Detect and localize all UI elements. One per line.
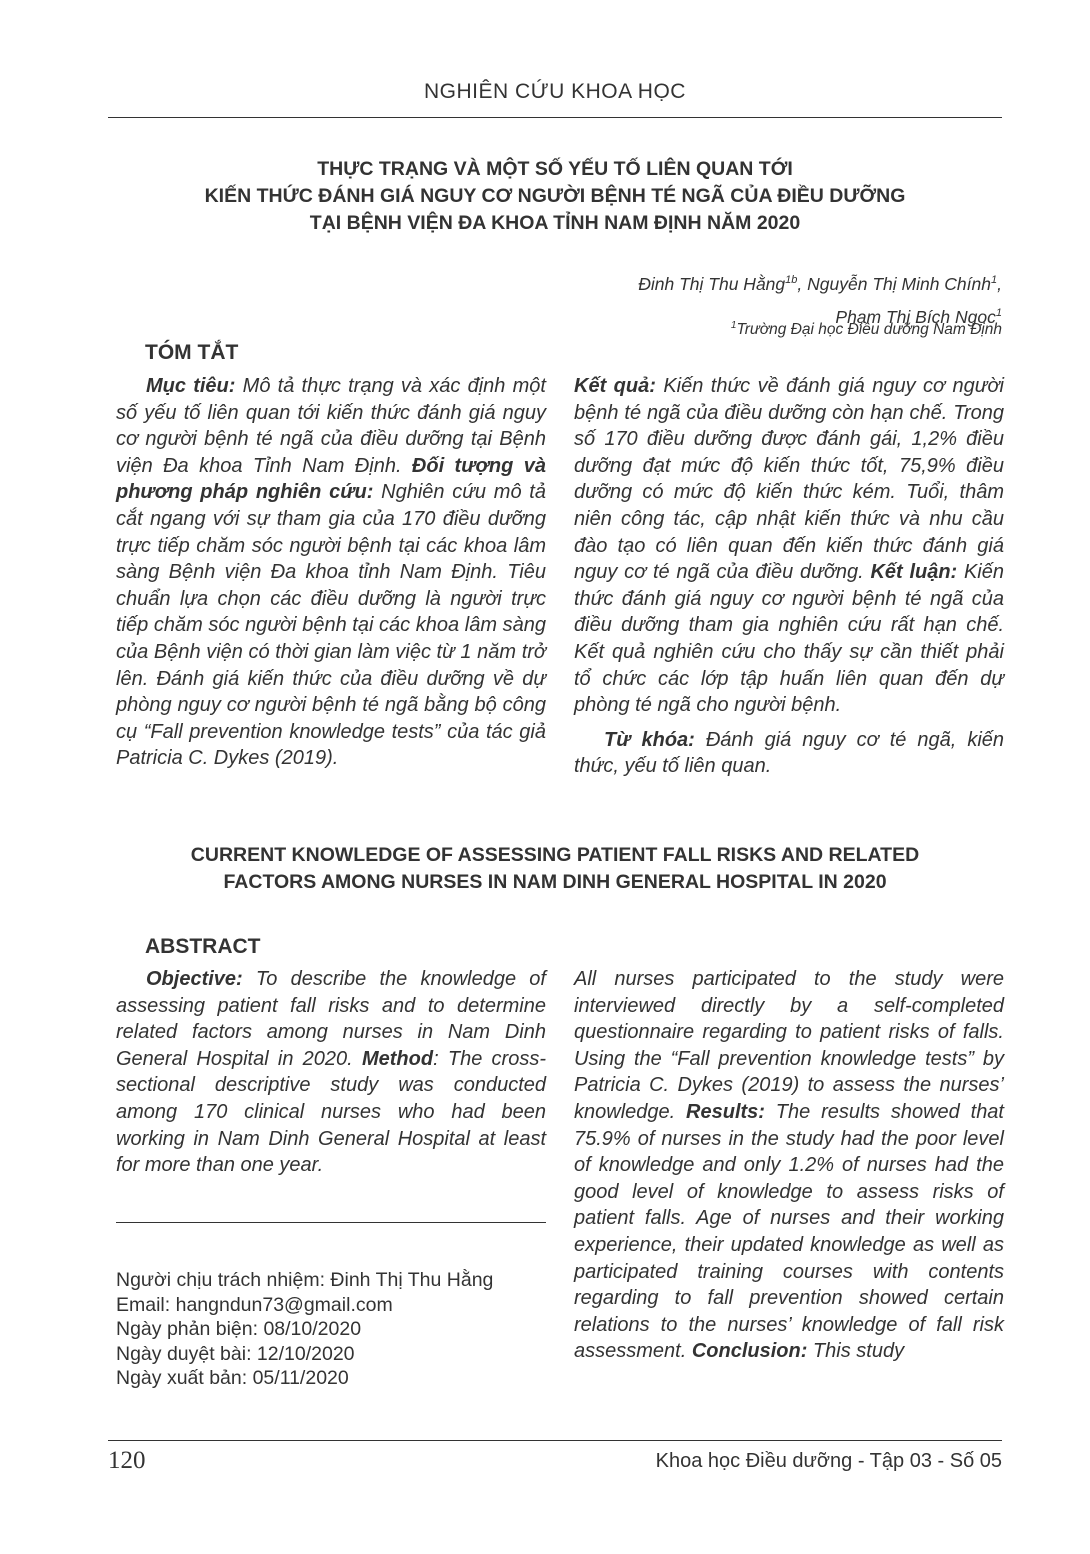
running-header: NGHIÊN CỨU KHOA HỌC xyxy=(424,80,686,103)
affiliation-text: Trường Đại học Điều dưỡng Nam Định xyxy=(736,321,1002,339)
en-results-label: Results: xyxy=(686,1100,765,1123)
method-label: Đối tượng và phương pháp nghiên cứu: xyxy=(116,454,547,504)
english-abstract-right-column xyxy=(574,966,1004,1365)
en-continuation-text: All nurses participated to the study were interviewed directly by a self-completed questionnaire regarding to patient risks of falls. Using the “Fall prevention knowledge tests” by Patricia C. Dykes (2019) to assess the nurses’ knowledge. xyxy=(574,968,1004,1123)
author-2-affil-mark: 1 xyxy=(991,274,998,286)
keywords-paragraph xyxy=(574,727,1004,780)
vietnamese-abstract-heading: TÓM TẮT xyxy=(145,341,239,364)
review-date: Ngày phản biện: 08/10/2020 xyxy=(116,1318,362,1341)
responsible-author: Người chịu trách nhiệm: Đinh Thị Thu Hằng xyxy=(116,1269,494,1291)
objective-text: Mô tả thực trạng và xác định một số yếu tố liên quan tới kiến thức đánh giá nguy cơ người bệnh té ngã của điều dưỡng tại Bệnh viện Đa khoa Tỉnh Nam Định. xyxy=(116,375,546,477)
en-method-label: Method xyxy=(361,1047,434,1070)
en-conclusion-label: Conclusion: xyxy=(691,1340,808,1363)
affiliation-mark: 1 xyxy=(730,320,737,331)
english-abstract-heading: ABSTRACT xyxy=(145,935,261,958)
header-divider xyxy=(108,117,1002,118)
en-objective-label: Objective: xyxy=(146,968,243,990)
english-title xyxy=(108,842,1002,896)
results-paragraph xyxy=(574,373,1004,719)
method-text: Nghiên cứu mô tả cắt ngang với sự tham gia của 170 điều dưỡng trực tiếp chăm sóc người bệnh tại các khoa lâm sàng Bệnh viện Đa khoa tỉnh Nam Định. Tiêu chuẩn lựa chọn các điều dưỡng là người trực tiếp chăm sóc người bệnh tại các khoa lâm sàng của Bệnh viện có thời gian làm việc từ 1 năm trở lên. Đánh giá kiến thức của điều dưỡng về dự phòng nguy cơ người bệnh té ngã bằng bộ công cụ “Fall prevention knowledge tests” của tác giả Patricia C. Dykes (2019). xyxy=(116,481,546,770)
english-abstract-paragraph xyxy=(116,966,546,1179)
english-title-line-1: CURRENT KNOWLEDGE OF ASSESSING PATIENT FALL RISKS AND RELATED xyxy=(190,844,920,866)
author-3: Phạm Thị Bích Ngọc xyxy=(835,306,996,327)
author-2: Nguyễn Thị Minh Chính xyxy=(807,273,991,294)
results-label: Kết quả: xyxy=(574,375,656,397)
keywords-label: Từ khóa: xyxy=(604,728,695,751)
author-3-affil-mark: 1 xyxy=(995,306,1002,319)
en-conclusion-text: This study xyxy=(807,1340,905,1363)
vietnamese-title-line-3: TẠI BỆNH VIỆN ĐA KHOA TỈNH NAM ĐỊNH NĂM 2020 xyxy=(309,212,801,234)
publish-date: Ngày xuất bản: 05/11/2020 xyxy=(116,1367,349,1390)
english-abstract-continuation xyxy=(574,966,1004,1365)
correspondence-footnote xyxy=(116,1268,556,1391)
en-method-text: : The cross-sectional descriptive study was conducted among 170 clinical nurses who had been working in Nam Dinh General Hospital at least for more than one year. xyxy=(116,1047,546,1177)
author-1-affil-mark: 1b xyxy=(785,274,798,286)
footer-divider xyxy=(108,1440,1002,1441)
vietnamese-abstract-paragraph xyxy=(116,373,546,772)
author-list: Đinh Thị Thu Hằng$^{1b}$, Nguyễn Thị Minh Chính$^1$, Phạm Thị Bích Ngọc$^1$ xyxy=(638,273,1002,327)
footnote-divider xyxy=(116,1222,546,1223)
english-abstract-left-column xyxy=(116,966,546,1179)
page-number: 120 xyxy=(108,1447,146,1474)
vietnamese-abstract-left-column xyxy=(116,373,546,772)
author-1: Đinh Thị Thu Hằng xyxy=(638,273,786,294)
keywords-text: Đánh giá nguy cơ té ngã, kiến thức, yếu tố liên quan. xyxy=(574,728,1005,778)
objective-label: Mục tiêu: xyxy=(146,375,236,397)
affiliation xyxy=(402,320,1002,339)
en-objective-text: To describe the knowledge of assessing patient fall risks and to determine related factors among nurses in Nam Dinh General Hospital in 2020. xyxy=(116,968,546,1070)
vietnamese-title-line-1: THỰC TRẠNG VÀ MỘT SỐ YẾU TỐ LIÊN QUAN TỚI xyxy=(317,158,793,180)
results-text: Kiến thức về đánh giá nguy cơ người bệnh té ngã của điều dưỡng còn hạn chế. Trong số 170 điều dưỡng được đánh gái, 1,2% điều dưỡng đạt mức độ kiến thức tốt, 75,9% điều dưỡng có mức độ kiến thức kém. Tuổi, thâm niên công tác, cập nhật kiến thức và nhu cầu đào tạo có liên quan đến kiến thức đánh giá nguy cơ té ngã của điều dưỡng. xyxy=(574,375,1005,584)
en-results-text: The results showed that 75.9% of nurses in the study had the poor level of knowledge and only 1.2% of nurses had the good level of knowledge to assess risks of patient falls. Age of nurses and their working experience, their updated knowledge as well as participated training courses with contents regarding to fall prevention showed certain relations to the nurses’ knowledge of fall risk assessment. xyxy=(574,1100,1004,1363)
vietnamese-title xyxy=(108,156,1002,237)
conclusion-label: Kết luận: xyxy=(870,561,958,584)
vietnamese-abstract-right-column xyxy=(574,373,1004,780)
vietnamese-title-line-2: KIẾN THỨC ĐÁNH GIÁ NGUY CƠ NGƯỜI BỆNH TÉ NGÃ CỦA ĐIỀU DƯỠNG xyxy=(204,185,906,207)
conclusion-text: Kiến thức đánh giá nguy cơ người bệnh té ngã của điều dưỡng tham gia nghiên cứu rất hạn chế. Kết quả nghiên cứu cho thấy sự cần thiết phải tổ chức các lớp tập huấn liên quan đến dự phòng té ngã cho người bệnh. xyxy=(574,561,1004,717)
journal-reference: Khoa học Điều dưỡng - Tập 03 - Số 05 xyxy=(655,1450,1002,1472)
approval-date: Ngày duyệt bài: 12/10/2020 xyxy=(116,1342,355,1365)
english-title-line-2: FACTORS AMONG NURSES IN NAM DINH GENERAL HOSPITAL IN 2020 xyxy=(223,871,887,893)
contact-email: Email: hangndun73@gmail.com xyxy=(116,1293,393,1316)
